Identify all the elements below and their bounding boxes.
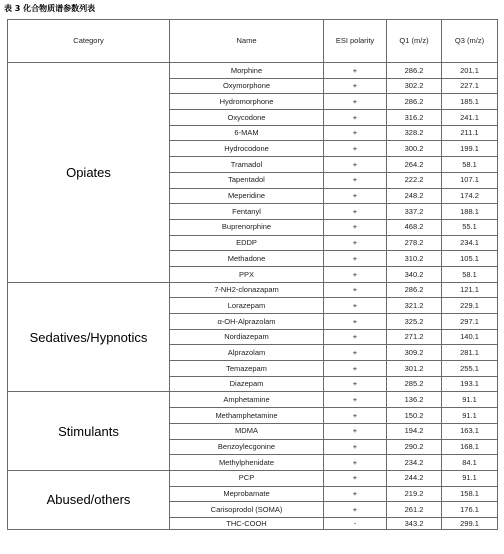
q1-cell: 244.2 <box>387 470 442 486</box>
name-cell: PCP <box>170 470 324 486</box>
header-esi-polarity: ESI polarity <box>324 20 387 63</box>
esi-polarity-cell: + <box>324 408 387 424</box>
name-cell: Alprazolam <box>170 345 324 361</box>
esi-polarity-cell: + <box>324 361 387 377</box>
q3-cell: 234.1 <box>442 235 498 251</box>
q1-cell: 286.2 <box>387 282 442 298</box>
q1-cell: 316.2 <box>387 110 442 126</box>
esi-polarity-cell: + <box>324 314 387 330</box>
esi-polarity-cell: + <box>324 94 387 110</box>
name-cell: Lorazepam <box>170 298 324 314</box>
name-cell: 6-MAM <box>170 125 324 141</box>
esi-polarity-cell: + <box>324 486 387 502</box>
name-cell: Methylphenidate <box>170 455 324 471</box>
q1-cell: 222.2 <box>387 172 442 188</box>
esi-polarity-cell: + <box>324 125 387 141</box>
esi-polarity-cell: + <box>324 376 387 392</box>
q1-cell: 234.2 <box>387 455 442 471</box>
compound-ms-table <box>7 19 498 530</box>
esi-polarity-cell: + <box>324 329 387 345</box>
q1-cell: 302.2 <box>387 78 442 94</box>
esi-polarity-cell: + <box>324 470 387 486</box>
q1-cell: 278.2 <box>387 235 442 251</box>
q1-cell: 248.2 <box>387 188 442 204</box>
name-cell: Tramadol <box>170 157 324 173</box>
esi-polarity-cell: + <box>324 266 387 282</box>
q3-cell: 185.1 <box>442 94 498 110</box>
esi-polarity-cell: + <box>324 204 387 220</box>
name-cell: Fentanyl <box>170 204 324 220</box>
esi-polarity-cell: + <box>324 110 387 126</box>
name-cell: Benzoylecgonine <box>170 439 324 455</box>
q1-cell: 150.2 <box>387 408 442 424</box>
q1-cell: 310.2 <box>387 251 442 267</box>
table-header-row <box>8 20 498 63</box>
name-cell: Oxymorphone <box>170 78 324 94</box>
category-cell: Abused/others <box>8 470 170 529</box>
q3-cell: 201.1 <box>442 63 498 79</box>
table-row <box>8 470 498 486</box>
table-row <box>8 282 498 298</box>
esi-polarity-cell: + <box>324 78 387 94</box>
q3-cell: 188.1 <box>442 204 498 220</box>
q3-cell: 163.1 <box>442 423 498 439</box>
table-row <box>8 63 498 79</box>
q1-cell: 286.2 <box>387 94 442 110</box>
q3-cell: 229.1 <box>442 298 498 314</box>
q3-cell: 281.1 <box>442 345 498 361</box>
header-name: Name <box>170 20 324 63</box>
q1-cell: 321.2 <box>387 298 442 314</box>
name-cell: Meperidine <box>170 188 324 204</box>
category-cell: Sedatives/Hypnotics <box>8 282 170 392</box>
name-cell: Nordiazepam <box>170 329 324 345</box>
q3-cell: 176.1 <box>442 502 498 518</box>
esi-polarity-cell: + <box>324 219 387 235</box>
esi-polarity-cell: + <box>324 282 387 298</box>
q1-cell: 301.2 <box>387 361 442 377</box>
q1-cell: 309.2 <box>387 345 442 361</box>
q3-cell: 241.1 <box>442 110 498 126</box>
name-cell: EDDP <box>170 235 324 251</box>
q3-cell: 158.1 <box>442 486 498 502</box>
q3-cell: 211.1 <box>442 125 498 141</box>
header-category: Category <box>8 20 170 63</box>
q3-cell: 107.1 <box>442 172 498 188</box>
esi-polarity-cell: + <box>324 235 387 251</box>
esi-polarity-cell: + <box>324 423 387 439</box>
name-cell: MDMA <box>170 423 324 439</box>
header-q1: Q1 (m/z) <box>387 20 442 63</box>
name-cell: PPX <box>170 266 324 282</box>
esi-polarity-cell: + <box>324 188 387 204</box>
name-cell: Hydrocodone <box>170 141 324 157</box>
q3-cell: 255.1 <box>442 361 498 377</box>
q1-cell: 290.2 <box>387 439 442 455</box>
name-cell: 7-NH2-clonazapam <box>170 282 324 298</box>
header-q3: Q3 (m/z) <box>442 20 498 63</box>
name-cell: Meprobamate <box>170 486 324 502</box>
esi-polarity-cell: + <box>324 251 387 267</box>
q3-cell: 84.1 <box>442 455 498 471</box>
q1-cell: 271.2 <box>387 329 442 345</box>
name-cell: Amphetamine <box>170 392 324 408</box>
esi-polarity-cell: + <box>324 172 387 188</box>
q1-cell: 136.2 <box>387 392 442 408</box>
q1-cell: 343.2 <box>387 517 442 529</box>
esi-polarity-cell: + <box>324 502 387 518</box>
table-row <box>8 392 498 408</box>
q3-cell: 121.1 <box>442 282 498 298</box>
q1-cell: 325.2 <box>387 314 442 330</box>
q1-cell: 468.2 <box>387 219 442 235</box>
q3-cell: 91.1 <box>442 408 498 424</box>
q3-cell: 58.1 <box>442 157 498 173</box>
q3-cell: 227.1 <box>442 78 498 94</box>
name-cell: THC-COOH <box>170 517 324 529</box>
q3-cell: 91.1 <box>442 470 498 486</box>
q3-cell: 91.1 <box>442 392 498 408</box>
esi-polarity-cell: + <box>324 455 387 471</box>
esi-polarity-cell: + <box>324 298 387 314</box>
q1-cell: 219.2 <box>387 486 442 502</box>
esi-polarity-cell: + <box>324 392 387 408</box>
name-cell: Temazepam <box>170 361 324 377</box>
q1-cell: 264.2 <box>387 157 442 173</box>
q1-cell: 261.2 <box>387 502 442 518</box>
q3-cell: 199.1 <box>442 141 498 157</box>
table-caption: 表 3 化合物质谱参数列表 <box>4 4 96 13</box>
q3-cell: 140.1 <box>442 329 498 345</box>
name-cell: Tapentadol <box>170 172 324 188</box>
q3-cell: 174.2 <box>442 188 498 204</box>
q1-cell: 285.2 <box>387 376 442 392</box>
name-cell: Buprenorphine <box>170 219 324 235</box>
q3-cell: 193.1 <box>442 376 498 392</box>
q3-cell: 105.1 <box>442 251 498 267</box>
q3-cell: 299.1 <box>442 517 498 529</box>
esi-polarity-cell: + <box>324 439 387 455</box>
q3-cell: 58.1 <box>442 266 498 282</box>
q1-cell: 286.2 <box>387 63 442 79</box>
q1-cell: 300.2 <box>387 141 442 157</box>
name-cell: α-OH-Alprazolam <box>170 314 324 330</box>
name-cell: Carisoprodol (SOMA) <box>170 502 324 518</box>
table-body <box>8 63 498 530</box>
esi-polarity-cell: + <box>324 345 387 361</box>
name-cell: Oxycodone <box>170 110 324 126</box>
esi-polarity-cell: - <box>324 517 387 529</box>
esi-polarity-cell: + <box>324 63 387 79</box>
category-cell: Opiates <box>8 63 170 283</box>
esi-polarity-cell: + <box>324 141 387 157</box>
q3-cell: 55.1 <box>442 219 498 235</box>
q3-cell: 168.1 <box>442 439 498 455</box>
q1-cell: 340.2 <box>387 266 442 282</box>
name-cell: Hydromorphone <box>170 94 324 110</box>
name-cell: Morphine <box>170 63 324 79</box>
q1-cell: 328.2 <box>387 125 442 141</box>
name-cell: Methamphetamine <box>170 408 324 424</box>
q3-cell: 297.1 <box>442 314 498 330</box>
esi-polarity-cell: + <box>324 157 387 173</box>
q1-cell: 337.2 <box>387 204 442 220</box>
q1-cell: 194.2 <box>387 423 442 439</box>
category-cell: Stimulants <box>8 392 170 470</box>
name-cell: Diazepam <box>170 376 324 392</box>
name-cell: Methadone <box>170 251 324 267</box>
